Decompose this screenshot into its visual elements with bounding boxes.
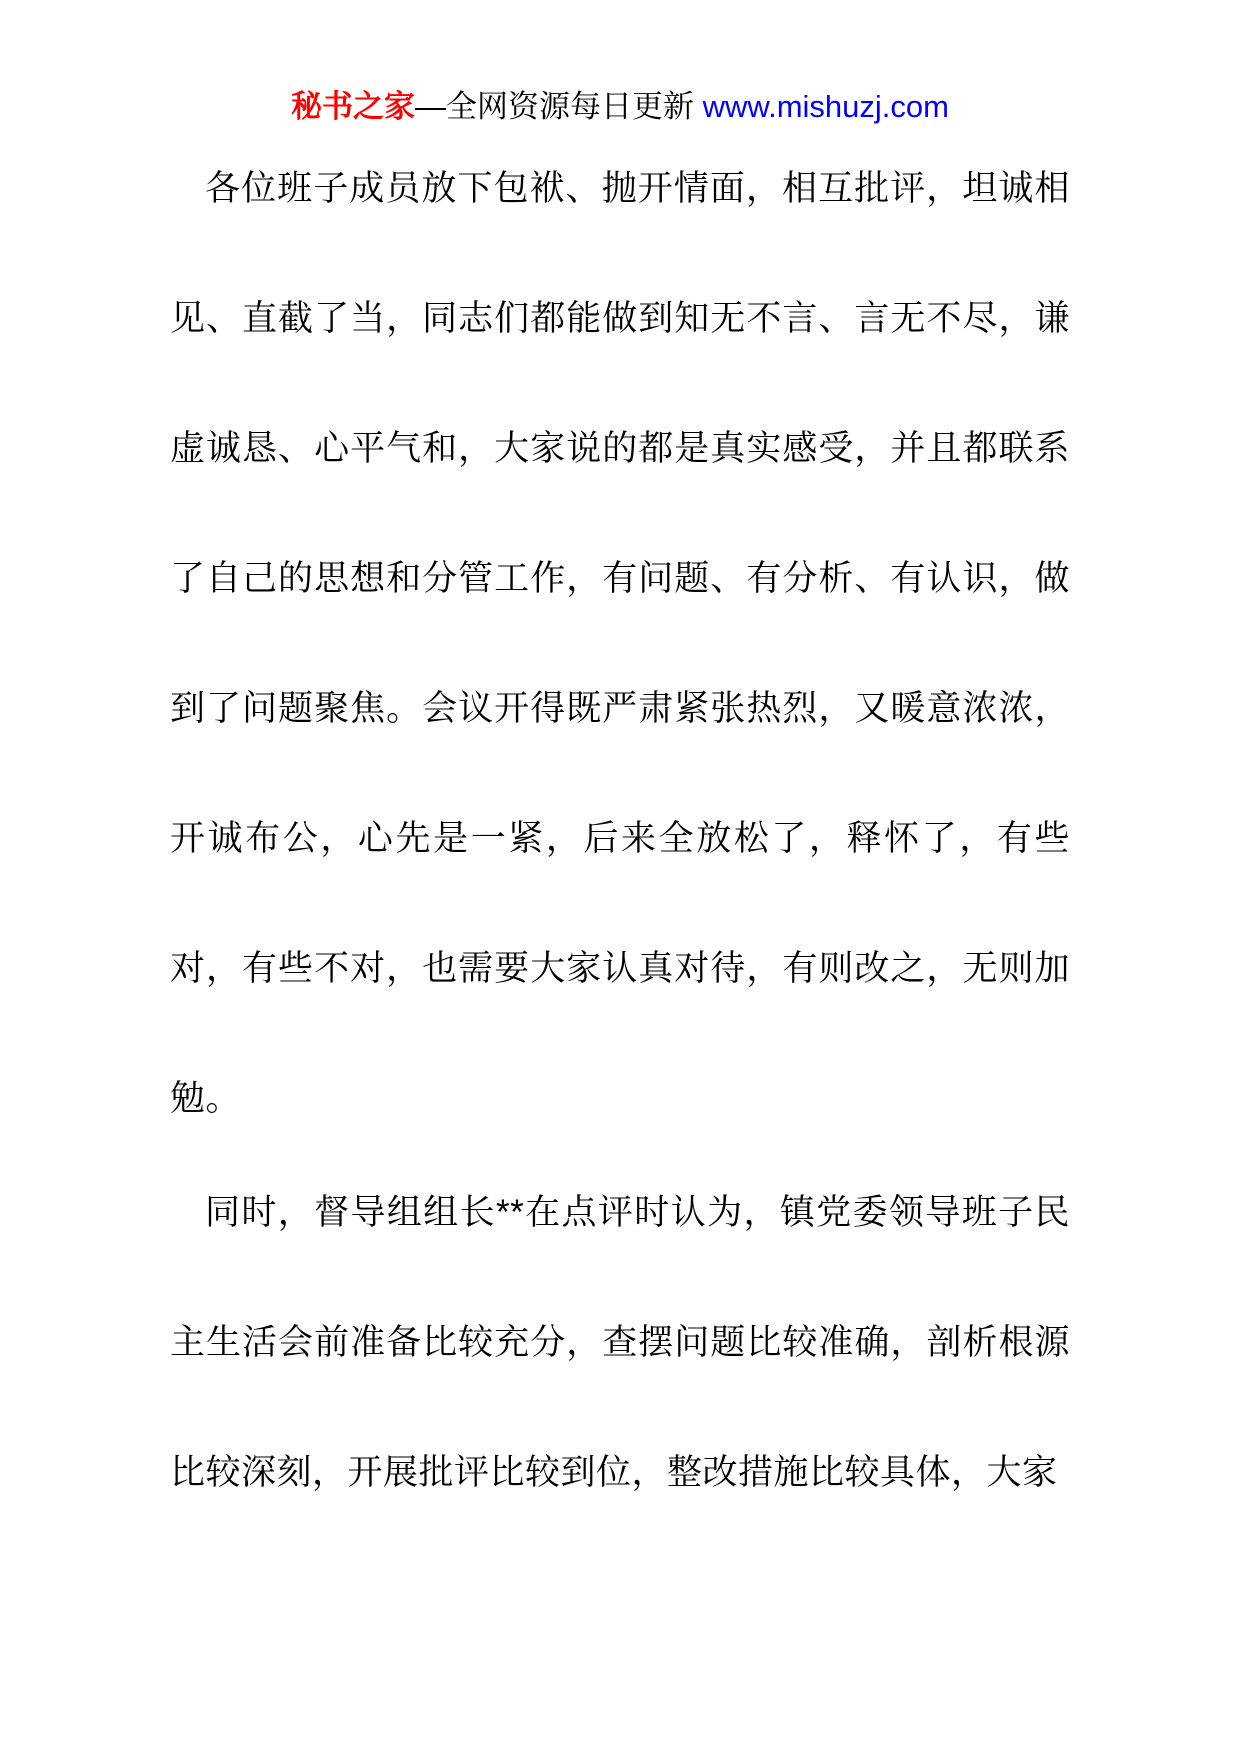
site-url-link[interactable]: www.mishuzj.com (702, 89, 949, 124)
body-paragraph: 同时，督导组组长**在点评时认为，镇党委领导班子民主生活会前准备比较充分，查摆问题比较准确，剖析根源比较深刻，开展批评比较到位，整改措施比较具体，大家 (170, 1193, 1070, 1492)
document-body (170, 124, 1070, 1538)
site-header (0, 0, 1240, 124)
site-tagline: —全网资源每日更新 (415, 89, 703, 124)
site-brand: 秘书之家 (291, 89, 416, 124)
body-paragraph: 各位班子成员放下包袱、抛开情面，相互批评，坦诚相见、直截了当，同志们都能做到知无不言、言无不尽，谦虚诚恳、心平气和，大家说的都是真实感受，并且都联系了自己的思想和分管工作，有问题、有分析、有认识，做到了问题聚焦。会议开得既严肃紧张热烈，又暖意浓浓，开诚布公，心先是一紧，后来全放松了，释怀了，有些对，有些不对，也需要大家认真对待，有则改之，无则加勉。 (170, 169, 1070, 1118)
